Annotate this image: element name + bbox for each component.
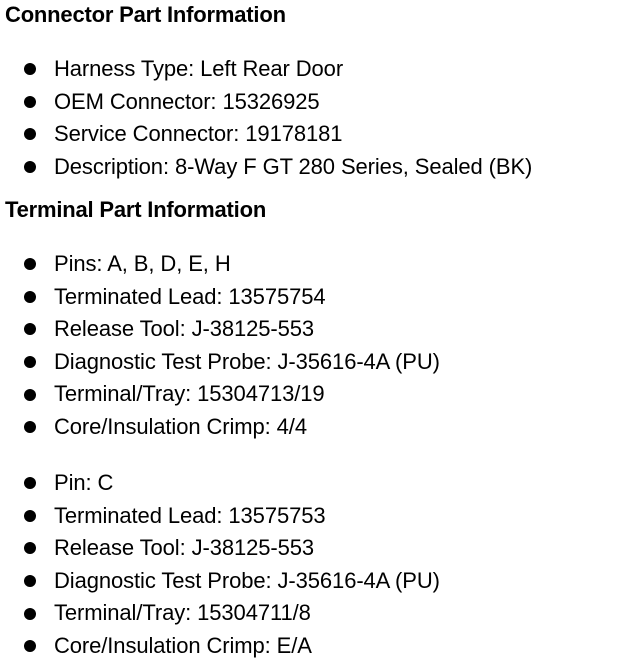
bullet-icon [24, 161, 36, 173]
list-item-text: Terminated Lead: 13575754 [54, 283, 326, 309]
bullet-icon [24, 258, 36, 270]
bullet-icon [24, 63, 36, 75]
list-item-text: Diagnostic Test Probe: J-35616-4A (PU) [54, 567, 440, 593]
list-item-text: Description: 8-Way F GT 280 Series, Sealed (BK) [54, 153, 533, 179]
bullet-icon [24, 477, 36, 489]
bullet-icon [24, 608, 36, 620]
list-item [0, 248, 440, 281]
list-item [0, 86, 532, 119]
terminal-info-list-pins-abdeh [0, 248, 440, 444]
list-item-text: Terminal/Tray: 15304711/8 [54, 600, 311, 626]
list-item [0, 151, 532, 184]
list-item [0, 378, 440, 411]
section-heading-terminal: Terminal Part Information [5, 197, 267, 222]
bullet-icon [24, 356, 36, 368]
bullet-icon [24, 323, 36, 335]
list-item-text: OEM Connector: 15326925 [54, 88, 320, 114]
list-item [0, 313, 440, 346]
list-item-text: Diagnostic Test Probe: J-35616-4A (PU) [54, 348, 440, 374]
list-item-text: Release Tool: J-38125-553 [54, 316, 315, 342]
list-item [0, 53, 532, 86]
list-item-text: Terminated Lead: 13575753 [54, 502, 326, 528]
list-item [0, 411, 440, 444]
list-item [0, 532, 440, 565]
bullet-icon [24, 575, 36, 587]
bullet-icon [24, 510, 36, 522]
list-item-text: Terminal/Tray: 15304713/19 [54, 381, 325, 407]
list-item [0, 118, 532, 151]
list-item-text: Pins: A, B, D, E, H [54, 251, 231, 276]
list-item [0, 597, 440, 630]
bullet-icon [24, 96, 36, 108]
list-item-text: Core/Insulation Crimp: 4/4 [54, 413, 307, 439]
list-item-text: Harness Type: Left Rear Door [54, 56, 344, 81]
bullet-icon [24, 128, 36, 140]
bullet-icon [24, 291, 36, 303]
list-item [0, 500, 440, 533]
terminal-info-list-pin-c [0, 467, 440, 663]
list-item [0, 281, 440, 314]
list-item-text: Pin: C [54, 470, 114, 495]
list-item [0, 565, 440, 598]
section-heading-connector: Connector Part Information [5, 2, 286, 27]
connector-info-list [0, 53, 532, 183]
list-item [0, 467, 440, 500]
list-item-text: Service Connector: 19178181 [54, 121, 343, 147]
list-item-text: Core/Insulation Crimp: E/A [54, 632, 312, 658]
bullet-icon [24, 542, 36, 554]
list-item [0, 630, 440, 663]
list-item-text: Release Tool: J-38125-553 [54, 535, 315, 561]
list-item [0, 346, 440, 379]
bullet-icon [24, 421, 36, 433]
bullet-icon [24, 640, 36, 652]
bullet-icon [24, 389, 36, 401]
